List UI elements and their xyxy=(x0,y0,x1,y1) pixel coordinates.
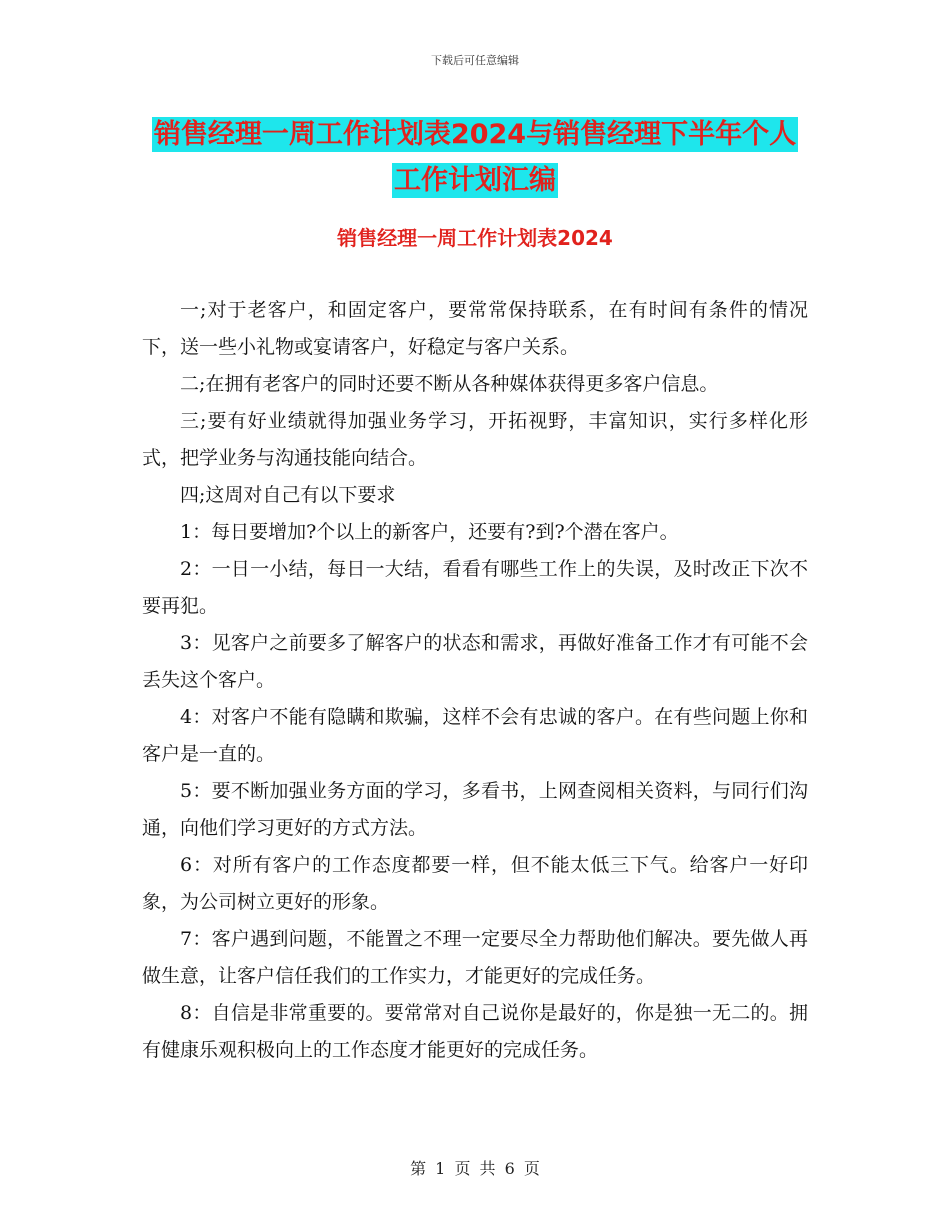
paragraph: 5：要不断加强业务方面的学习，多看书，上网查阅相关资料，与同行们沟通，向他们学习更好的方式方法。 xyxy=(142,780,808,839)
paragraph: 7：客户遇到问题，不能置之不理一定要尽全力帮助他们解决。要先做人再做生意，让客户信任我们的工作实力，才能更好的完成任务。 xyxy=(142,928,808,987)
paragraph: 2：一日一小结，每日一大结，看看有哪些工作上的失误，及时改正下次不要再犯。 xyxy=(142,558,808,617)
body-text xyxy=(142,292,808,1069)
paragraph: 4：对客户不能有隐瞒和欺骗，这样不会有忠诚的客户。在有些问题上你和客户是一直的。 xyxy=(142,706,808,765)
paragraph: 四;这周对自己有以下要求 xyxy=(180,484,396,506)
page-header: 下载后可任意编辑 xyxy=(431,54,519,67)
paragraph: 8：自信是非常重要的。要常常对自己说你是最好的，你是独一无二的。拥有健康乐观积极向上的工作态度才能更好的完成任务。 xyxy=(142,1002,808,1061)
paragraph: 6：对所有客户的工作态度都要一样，但不能太低三下气。给客户一好印象，为公司树立更好的形象。 xyxy=(142,854,808,913)
document-title xyxy=(0,112,950,204)
document-title-line-1: 销售经理一周工作计划表2024与销售经理下半年个人 xyxy=(153,119,797,150)
page-footer: 第 1 页 共 6 页 xyxy=(410,1159,540,1178)
paragraph: 3：见客户之前要多了解客户的状态和需求，再做好准备工作才有可能不会丢失这个客户。 xyxy=(142,632,808,691)
paragraph: 一;对于老客户，和固定客户，要常常保持联系，在有时间有条件的情况下，送一些小礼物或宴请客户，好稳定与客户关系。 xyxy=(142,299,808,358)
paragraph: 三;要有好业绩就得加强业务学习，开拓视野，丰富知识，实行多样化形式，把学业务与沟通技能向结合。 xyxy=(142,410,808,469)
document-title-line-2: 工作计划汇编 xyxy=(394,165,556,196)
paragraph: 二;在拥有老客户的同时还要不断从各种媒体获得更多客户信息。 xyxy=(180,373,719,395)
paragraph: 1：每日要增加?个以上的新客户，还要有?到?个潜在客户。 xyxy=(180,521,679,543)
section-title: 销售经理一周工作计划表2024 xyxy=(337,226,613,250)
